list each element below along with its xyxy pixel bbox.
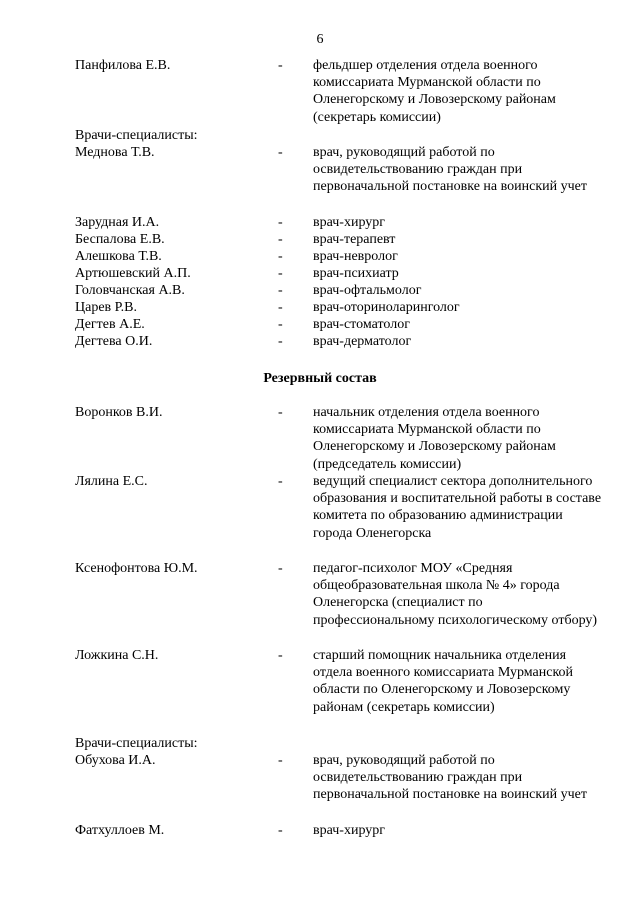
member-name: Обухова И.А. — [75, 753, 156, 768]
member-name: Лялина Е.С. — [75, 474, 148, 489]
member-role: врач-невролог — [313, 249, 398, 264]
member-role: врач, руководящий работой по освидетельствованию граждан при первоначальной постановке на воинский учет — [313, 753, 588, 803]
member-role: врач-психиатр — [313, 266, 399, 281]
member-role: врач-оториноларинголог — [313, 300, 460, 315]
member-name: Фатхуллоев М. — [75, 823, 165, 838]
dash-separator: - — [278, 474, 283, 489]
member-role: фельдшер отделения отдела военного комиссариата Мурманской области по Оленегорскому и Ловозерскому районам (секретарь комиссии) — [313, 58, 556, 125]
member-role: ведущий специалист сектора дополнительного образования и воспитательной работы в составе комитета по образованию администрации города Оленегорска — [313, 474, 602, 541]
member-role: врач, руководящий работой по освидетельствованию граждан при первоначальной постановке на воинский учет — [313, 145, 588, 195]
dash-separator: - — [278, 266, 283, 281]
member-name: Царев Р.В. — [75, 300, 138, 315]
dash-separator: - — [278, 58, 283, 73]
dash-separator: - — [278, 648, 283, 663]
member-role: врач-стоматолог — [313, 317, 410, 332]
dash-separator: - — [278, 405, 283, 420]
member-role: старший помощник начальника отделения отдела военного комиссариата Мурманской области по Оленегорскому и Ловозерскому районам (секретарь комиссии) — [313, 648, 574, 715]
dash-separator: - — [278, 232, 283, 247]
member-name: Меднова Т.В. — [75, 145, 155, 160]
dash-separator: - — [278, 334, 283, 349]
member-name: Артюшевский А.П. — [75, 266, 191, 281]
section-title-reserve: Резервный состав — [263, 371, 377, 386]
dash-separator: - — [278, 823, 283, 838]
member-role: врач-дерматолог — [313, 334, 412, 349]
member-name: Дегтева О.И. — [75, 334, 153, 349]
dash-separator: - — [278, 283, 283, 298]
member-name: Воронков В.И. — [75, 405, 163, 420]
dash-separator: - — [278, 561, 283, 576]
dash-separator: - — [278, 300, 283, 315]
doctors-label: Врачи-специалисты: — [75, 128, 198, 143]
member-role: врач-хирург — [313, 215, 386, 230]
member-role: врач-хирург — [313, 823, 386, 838]
doctors-label: Врачи-специалисты: — [75, 736, 198, 751]
member-name: Дегтев А.Е. — [75, 317, 145, 332]
member-role: педагог-психолог МОУ «Средняя общеобразовательная школа № 4» города Оленегорска (специалист по профессиональному психологическому отбору) — [313, 561, 598, 628]
member-name: Алешкова Т.В. — [75, 249, 162, 264]
dash-separator: - — [278, 753, 283, 768]
member-name: Панфилова Е.В. — [75, 58, 171, 73]
member-name: Ксенофонтова Ю.М. — [75, 561, 198, 576]
member-role: врач-терапевт — [313, 232, 396, 247]
dash-separator: - — [278, 249, 283, 264]
dash-separator: - — [278, 215, 283, 230]
member-role: начальник отделения отдела военного комиссариата Мурманской области по Оленегорскому и Ловозерскому районам (председатель комиссии) — [313, 405, 556, 472]
dash-separator: - — [278, 145, 283, 160]
member-role: врач-офтальмолог — [313, 283, 422, 298]
member-name: Зарудная И.А. — [75, 215, 160, 230]
dash-separator: - — [278, 317, 283, 332]
member-name: Беспалова Е.В. — [75, 232, 165, 247]
member-name: Ложкина С.Н. — [75, 648, 159, 663]
page-number: 6 — [316, 32, 324, 47]
member-name: Головчанская А.В. — [75, 283, 185, 298]
